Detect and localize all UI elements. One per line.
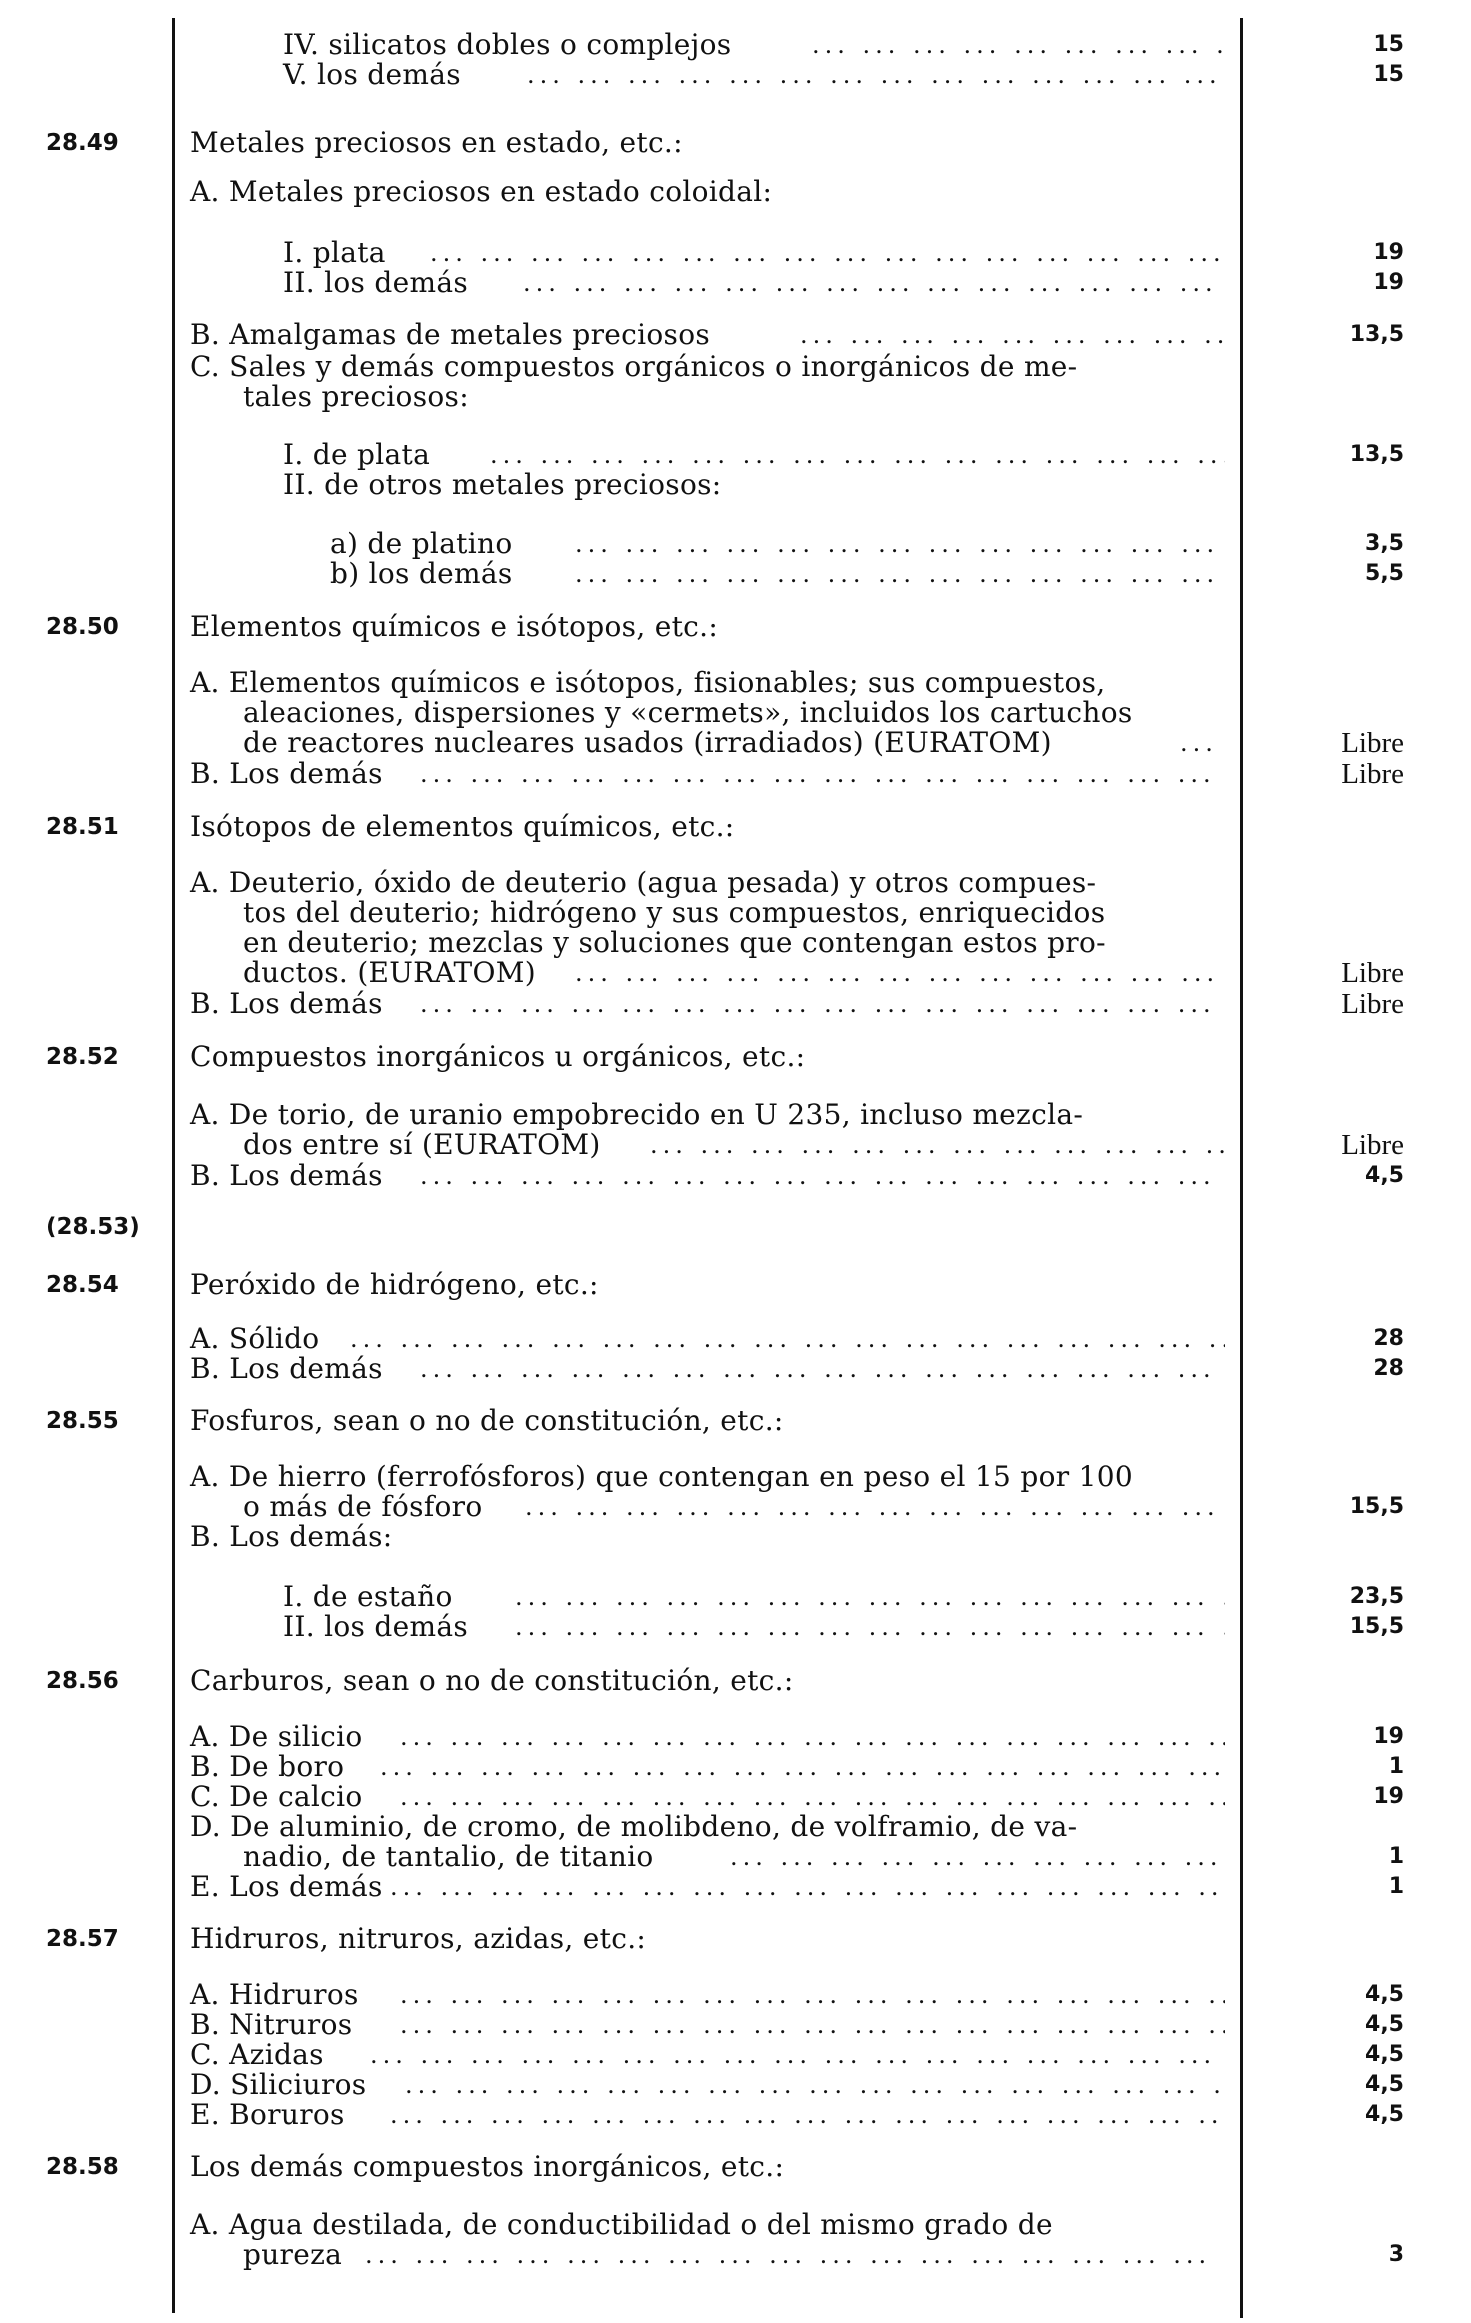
- leader-dots: [515, 1610, 1225, 1644]
- heading-code: (28.53): [46, 1214, 140, 1240]
- leader-dots: [575, 557, 1225, 591]
- item-text: A. De hierro (ferrofósforos) que contengan en peso el 15 por 100: [190, 1460, 1133, 1493]
- leader-dots: [420, 1159, 1225, 1193]
- item-text: B. Los demás: [190, 757, 383, 790]
- item-text: a) de platino: [330, 527, 513, 560]
- item-text: C. De calcio: [190, 1780, 363, 1813]
- heading-code: 28.58: [46, 2154, 119, 2180]
- leader-dots: [812, 28, 1225, 62]
- leader-dots: [515, 1580, 1225, 1614]
- heading-title: Hidruros, nitruros, azidas, etc.:: [190, 1922, 647, 1955]
- leader-dots: [730, 1840, 1225, 1874]
- item-text: A. Hidruros: [190, 1978, 359, 2011]
- leader-dots: [525, 1490, 1225, 1524]
- item-text: A. Elementos químicos e isótopos, fisionables; sus compuestos,: [190, 666, 1106, 699]
- item-text: B. De boro: [190, 1750, 345, 1783]
- duty-rate: 15: [1373, 62, 1404, 87]
- duty-rate: Libre: [1341, 957, 1404, 989]
- item-text: A. Metales preciosos en estado coloidal:: [190, 175, 773, 208]
- heading-title: Elementos químicos e isótopos, etc.:: [190, 610, 719, 643]
- item-text: E. Los demás: [190, 1870, 383, 1903]
- item-text: B. Nitruros: [190, 2008, 353, 2041]
- item-text: aleaciones, dispersiones y «cermets», incluidos los cartuchos: [243, 696, 1133, 729]
- heading-code: 28.54: [46, 1272, 119, 1298]
- item-text: C. Azidas: [190, 2038, 324, 2071]
- duty-rate: 28: [1373, 1356, 1404, 1381]
- leader-dots: [490, 438, 1225, 472]
- duty-rate: Libre: [1341, 1129, 1404, 1161]
- leader-dots: [1180, 726, 1225, 760]
- leader-dots: [390, 2098, 1225, 2132]
- item-text: II. los demás: [283, 266, 469, 299]
- leader-dots: [405, 2068, 1225, 2102]
- leader-dots: [400, 2008, 1225, 2042]
- heading-code: 28.50: [46, 614, 119, 640]
- duty-rate: 3: [1388, 2242, 1404, 2267]
- leader-dots: [350, 1322, 1225, 1356]
- leader-dots: [370, 2038, 1225, 2072]
- item-text: B. Los demás:: [190, 1520, 393, 1553]
- leader-dots: [420, 1352, 1225, 1386]
- duty-rate: Libre: [1341, 758, 1404, 790]
- duty-rate: 1: [1388, 1844, 1404, 1869]
- right-column-rule: [1240, 18, 1243, 2318]
- item-text: dos entre sí (EURATOM): [243, 1128, 601, 1161]
- heading-title: Metales preciosos en estado, etc.:: [190, 126, 683, 159]
- item-text: B. Los demás: [190, 1159, 383, 1192]
- leader-dots: [650, 1128, 1225, 1162]
- item-text: IV. silicatos dobles o complejos: [283, 28, 732, 61]
- item-text: de reactores nucleares usados (irradiados) (EURATOM): [243, 726, 1052, 759]
- item-text: II. los demás: [283, 1610, 469, 1643]
- duty-rate: 28: [1373, 1326, 1404, 1351]
- leader-dots: [420, 987, 1225, 1021]
- duty-rate: 19: [1373, 1724, 1404, 1749]
- heading-title: Peróxido de hidrógeno, etc.:: [190, 1268, 599, 1301]
- heading-title: Compuestos inorgánicos u orgánicos, etc.:: [190, 1040, 806, 1073]
- item-text: V. los demás: [283, 58, 461, 91]
- item-text: D. De aluminio, de cromo, de molibdeno, de volframio, de va-: [190, 1810, 1078, 1843]
- item-text: B. Amalgamas de metales preciosos: [190, 318, 711, 351]
- leader-dots: [365, 2238, 1225, 2272]
- duty-rate: 4,5: [1365, 1163, 1404, 1188]
- duty-rate: 13,5: [1349, 442, 1404, 467]
- item-text: D. Siliciuros: [190, 2068, 367, 2101]
- duty-rate: 19: [1373, 240, 1404, 265]
- item-text: A. De torio, de uranio empobrecido en U 235, incluso mezcla-: [190, 1098, 1084, 1131]
- leader-dots: [390, 1870, 1225, 1904]
- leader-dots: [527, 58, 1225, 92]
- duty-rate: 1: [1388, 1874, 1404, 1899]
- leader-dots: [575, 956, 1225, 990]
- item-text: II. de otros metales preciosos:: [283, 468, 722, 501]
- duty-rate: 5,5: [1365, 561, 1404, 586]
- duty-rate: 3,5: [1365, 531, 1404, 556]
- duty-rate: 4,5: [1365, 2042, 1404, 2067]
- heading-title: Isótopos de elementos químicos, etc.:: [190, 810, 735, 843]
- item-text: tos del deuterio; hidrógeno y sus compuestos, enriquecidos: [243, 896, 1106, 929]
- duty-rate: 1: [1388, 1754, 1404, 1779]
- duty-rate: 15,5: [1349, 1614, 1404, 1639]
- heading-code: 28.52: [46, 1044, 119, 1070]
- item-text: C. Sales y demás compuestos orgánicos o inorgánicos de me-: [190, 350, 1078, 383]
- heading-code: 28.51: [46, 814, 119, 840]
- duty-rate: Libre: [1341, 988, 1404, 1020]
- heading-code: 28.57: [46, 1926, 119, 1952]
- item-text: I. de plata: [283, 438, 431, 471]
- duty-rate: 19: [1373, 1784, 1404, 1809]
- duty-rate: Libre: [1341, 727, 1404, 759]
- leader-dots: [400, 1978, 1225, 2012]
- item-text: o más de fósforo: [243, 1490, 483, 1523]
- item-text: E. Boruros: [190, 2098, 345, 2131]
- leader-dots: [800, 318, 1225, 352]
- leader-dots: [420, 757, 1225, 791]
- leader-dots: [400, 1780, 1225, 1814]
- duty-rate: 23,5: [1349, 1584, 1404, 1609]
- item-text: en deuterio; mezclas y soluciones que contengan estos pro-: [243, 926, 1106, 959]
- heading-code: 28.49: [46, 130, 119, 156]
- duty-rate: 19: [1373, 270, 1404, 295]
- heading-title: Los demás compuestos inorgánicos, etc.:: [190, 2150, 785, 2183]
- left-column-rule: [172, 18, 175, 2313]
- duty-rate: 4,5: [1365, 2072, 1404, 2097]
- item-text: b) los demás: [330, 557, 513, 590]
- item-text: pureza: [243, 2238, 343, 2271]
- item-text: A. Deuterio, óxido de deuterio (agua pesada) y otros compues-: [190, 866, 1097, 899]
- heading-title: Carburos, sean o no de constitución, etc.:: [190, 1664, 794, 1697]
- item-text: B. Los demás: [190, 1352, 383, 1385]
- item-text: I. de estaño: [283, 1580, 453, 1613]
- leader-dots: [523, 266, 1225, 300]
- item-text: A. De silicio: [190, 1720, 363, 1753]
- item-text: tales preciosos:: [243, 380, 469, 413]
- leader-dots: [575, 527, 1225, 561]
- duty-rate: 4,5: [1365, 2012, 1404, 2037]
- duty-rate: 15: [1373, 32, 1404, 57]
- heading-title: Fosfuros, sean o no de constitución, etc.:: [190, 1404, 784, 1437]
- item-text: I. plata: [283, 236, 386, 269]
- duty-rate: 13,5: [1349, 322, 1404, 347]
- item-text: ductos. (EURATOM): [243, 956, 536, 989]
- leader-dots: [380, 1750, 1225, 1784]
- heading-code: 28.56: [46, 1668, 119, 1694]
- leader-dots: [400, 1720, 1225, 1754]
- duty-rate: 4,5: [1365, 1982, 1404, 2007]
- duty-rate: 4,5: [1365, 2102, 1404, 2127]
- item-text: A. Agua destilada, de conductibilidad o del mismo grado de: [190, 2208, 1053, 2241]
- heading-code: 28.55: [46, 1408, 119, 1434]
- duty-rate: 15,5: [1349, 1494, 1404, 1519]
- leader-dots: [430, 236, 1225, 270]
- item-text: B. Los demás: [190, 987, 383, 1020]
- item-text: A. Sólido: [190, 1322, 320, 1355]
- item-text: nadio, de tantalio, de titanio: [243, 1840, 654, 1873]
